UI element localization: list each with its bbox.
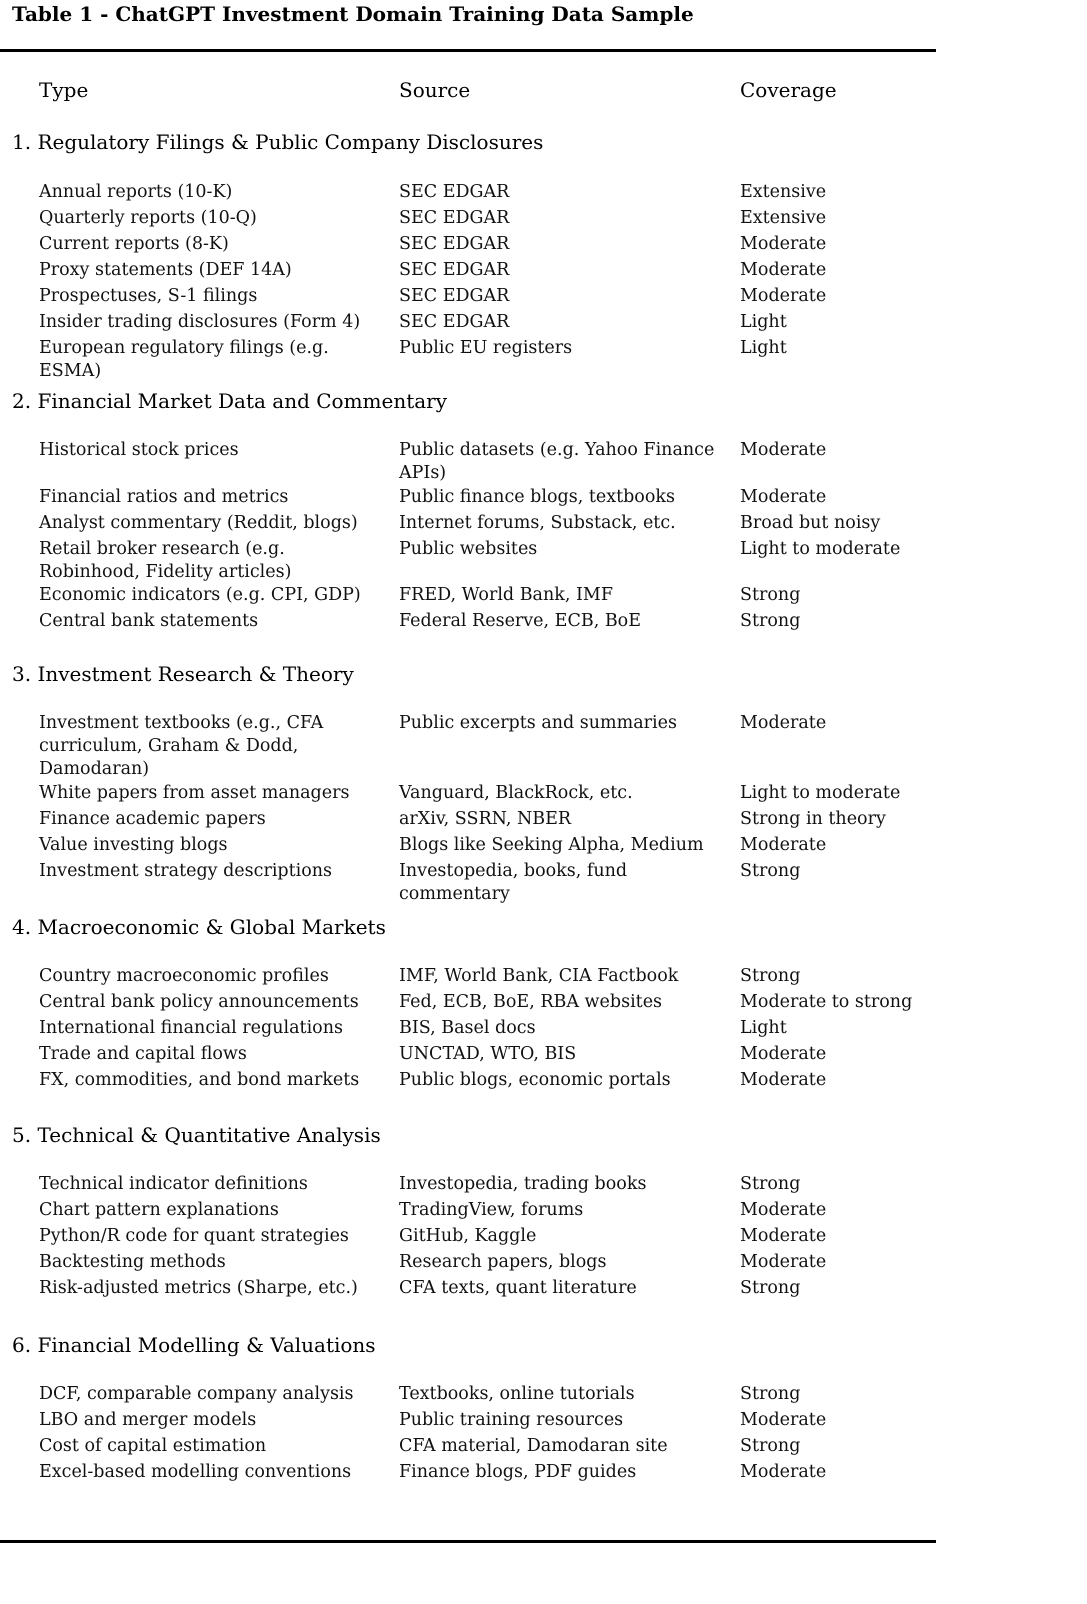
cell-type: Insider trading disclosures (Form 4) — [39, 312, 361, 332]
cell-source: TradingView, forums — [399, 1200, 584, 1220]
cell-type: Quarterly reports (10-Q) — [39, 208, 257, 228]
bottom-rule — [0, 1540, 936, 1543]
section-title: 5. Technical & Quantitative Analysis — [12, 1123, 381, 1147]
cell-type: Retail broker research (e.g. Robinhood, Fidelity articles) — [39, 539, 292, 582]
cell-source: IMF, World Bank, CIA Factbook — [399, 966, 679, 986]
cell-coverage: Light — [740, 1018, 787, 1038]
cell-type: Value investing blogs — [39, 835, 228, 855]
cell-source: Finance blogs, PDF guides — [399, 1462, 637, 1482]
cell-type: International financial regulations — [39, 1018, 343, 1038]
cell-type: Trade and capital flows — [39, 1044, 247, 1064]
cell-source: CFA material, Damodaran site — [399, 1436, 668, 1456]
cell-source: Public websites — [399, 539, 538, 559]
cell-type: Finance academic papers — [39, 809, 266, 829]
cell-type: Current reports (8-K) — [39, 234, 229, 254]
cell-type: European regulatory filings (e.g. ESMA) — [39, 338, 329, 381]
cell-source: BIS, Basel docs — [399, 1018, 536, 1038]
cell-source: Public EU registers — [399, 338, 573, 358]
column-header-source: Source — [399, 78, 471, 102]
cell-type: Economic indicators (e.g. CPI, GDP) — [39, 585, 361, 605]
cell-coverage: Moderate — [740, 487, 827, 507]
cell-type: Investment textbooks (e.g., CFA curriculum, Graham & Dodd, Damodaran) — [39, 713, 324, 779]
cell-source: SEC EDGAR — [399, 234, 510, 254]
cell-source: Vanguard, BlackRock, etc. — [399, 783, 633, 803]
top-rule — [0, 49, 936, 52]
cell-coverage: Light — [740, 312, 787, 332]
cell-type: Cost of capital estimation — [39, 1436, 267, 1456]
cell-coverage: Moderate — [740, 286, 827, 306]
cell-coverage: Strong — [740, 585, 801, 605]
cell-type: Chart pattern explanations — [39, 1200, 279, 1220]
cell-coverage: Moderate — [740, 1462, 827, 1482]
cell-type: Proxy statements (DEF 14A) — [39, 260, 292, 280]
cell-coverage: Extensive — [740, 182, 827, 202]
cell-coverage: Moderate — [740, 835, 827, 855]
cell-source: SEC EDGAR — [399, 208, 510, 228]
cell-coverage: Broad but noisy — [740, 513, 881, 533]
cell-source: Public finance blogs, textbooks — [399, 487, 675, 507]
cell-type: Investment strategy descriptions — [39, 861, 333, 881]
cell-source: SEC EDGAR — [399, 312, 510, 332]
cell-source: Public training resources — [399, 1410, 624, 1430]
cell-type: Country macroeconomic profiles — [39, 966, 329, 986]
cell-coverage: Moderate to strong — [740, 992, 913, 1012]
cell-coverage: Moderate — [740, 1044, 827, 1064]
cell-type: Historical stock prices — [39, 440, 239, 460]
cell-type: Excel-based modelling conventions — [39, 1462, 352, 1482]
section-title: 1. Regulatory Filings & Public Company Disclosures — [12, 130, 544, 154]
cell-source: arXiv, SSRN, NBER — [399, 809, 572, 829]
cell-coverage: Light — [740, 338, 787, 358]
cell-coverage: Light to moderate — [740, 783, 901, 803]
cell-type: Backtesting methods — [39, 1252, 226, 1272]
cell-coverage: Strong — [740, 1278, 801, 1298]
cell-source: Fed, ECB, BoE, RBA websites — [399, 992, 663, 1012]
cell-type: Technical indicator definitions — [39, 1174, 308, 1194]
section-title: 4. Macroeconomic & Global Markets — [12, 915, 386, 939]
cell-type: LBO and merger models — [39, 1410, 257, 1430]
cell-coverage: Moderate — [740, 234, 827, 254]
cell-source: Research papers, blogs — [399, 1252, 607, 1272]
cell-source: Public excerpts and summaries — [399, 713, 677, 733]
cell-coverage: Moderate — [740, 1200, 827, 1220]
cell-source: Blogs like Seeking Alpha, Medium — [399, 835, 704, 855]
cell-coverage: Strong — [740, 1174, 801, 1194]
table-caption: Table 1 - ChatGPT Investment Domain Training Data Sample — [12, 2, 694, 26]
cell-coverage: Moderate — [740, 1410, 827, 1430]
cell-source: UNCTAD, WTO, BIS — [399, 1044, 577, 1064]
cell-coverage: Moderate — [740, 1070, 827, 1090]
cell-source: CFA texts, quant literature — [399, 1278, 637, 1298]
cell-type: FX, commodities, and bond markets — [39, 1070, 360, 1090]
cell-type: Prospectuses, S-1 filings — [39, 286, 258, 306]
cell-coverage: Moderate — [740, 1252, 827, 1272]
cell-source: SEC EDGAR — [399, 182, 510, 202]
cell-source: SEC EDGAR — [399, 286, 510, 306]
cell-coverage: Moderate — [740, 1226, 827, 1246]
cell-coverage: Extensive — [740, 208, 827, 228]
cell-coverage: Strong — [740, 1436, 801, 1456]
cell-source: SEC EDGAR — [399, 260, 510, 280]
cell-type: Python/R code for quant strategies — [39, 1226, 349, 1246]
cell-source: Public datasets (e.g. Yahoo Finance APIs) — [399, 440, 715, 483]
cell-coverage: Strong — [740, 861, 801, 881]
section-title: 2. Financial Market Data and Commentary — [12, 389, 448, 413]
cell-type: Central bank policy announcements — [39, 992, 359, 1012]
cell-type: Financial ratios and metrics — [39, 487, 289, 507]
cell-source: Public blogs, economic portals — [399, 1070, 671, 1090]
cell-coverage: Light to moderate — [740, 539, 901, 559]
cell-type: Annual reports (10-K) — [39, 182, 233, 202]
column-header-coverage: Coverage — [740, 78, 837, 102]
cell-coverage: Strong — [740, 966, 801, 986]
cell-coverage: Strong — [740, 1384, 801, 1404]
cell-source: Federal Reserve, ECB, BoE — [399, 611, 641, 631]
cell-source: Textbooks, online tutorials — [399, 1384, 635, 1404]
cell-coverage: Moderate — [740, 440, 827, 460]
cell-coverage: Strong in theory — [740, 809, 886, 829]
cell-coverage: Strong — [740, 611, 801, 631]
cell-source: Investopedia, trading books — [399, 1174, 647, 1194]
cell-type: Analyst commentary (Reddit, blogs) — [39, 513, 358, 533]
cell-source: Investopedia, books, fund commentary — [399, 861, 628, 904]
cell-type: DCF, comparable company analysis — [39, 1384, 354, 1404]
column-header-type: Type — [39, 78, 89, 102]
cell-coverage: Moderate — [740, 713, 827, 733]
cell-type: Central bank statements — [39, 611, 259, 631]
cell-coverage: Moderate — [740, 260, 827, 280]
cell-source: Internet forums, Substack, etc. — [399, 513, 676, 533]
section-title: 6. Financial Modelling & Valuations — [12, 1333, 376, 1357]
cell-source: FRED, World Bank, IMF — [399, 585, 613, 605]
cell-source: GitHub, Kaggle — [399, 1226, 537, 1246]
cell-type: Risk-adjusted metrics (Sharpe, etc.) — [39, 1278, 358, 1298]
section-title: 3. Investment Research & Theory — [12, 662, 354, 686]
cell-type: White papers from asset managers — [39, 783, 350, 803]
